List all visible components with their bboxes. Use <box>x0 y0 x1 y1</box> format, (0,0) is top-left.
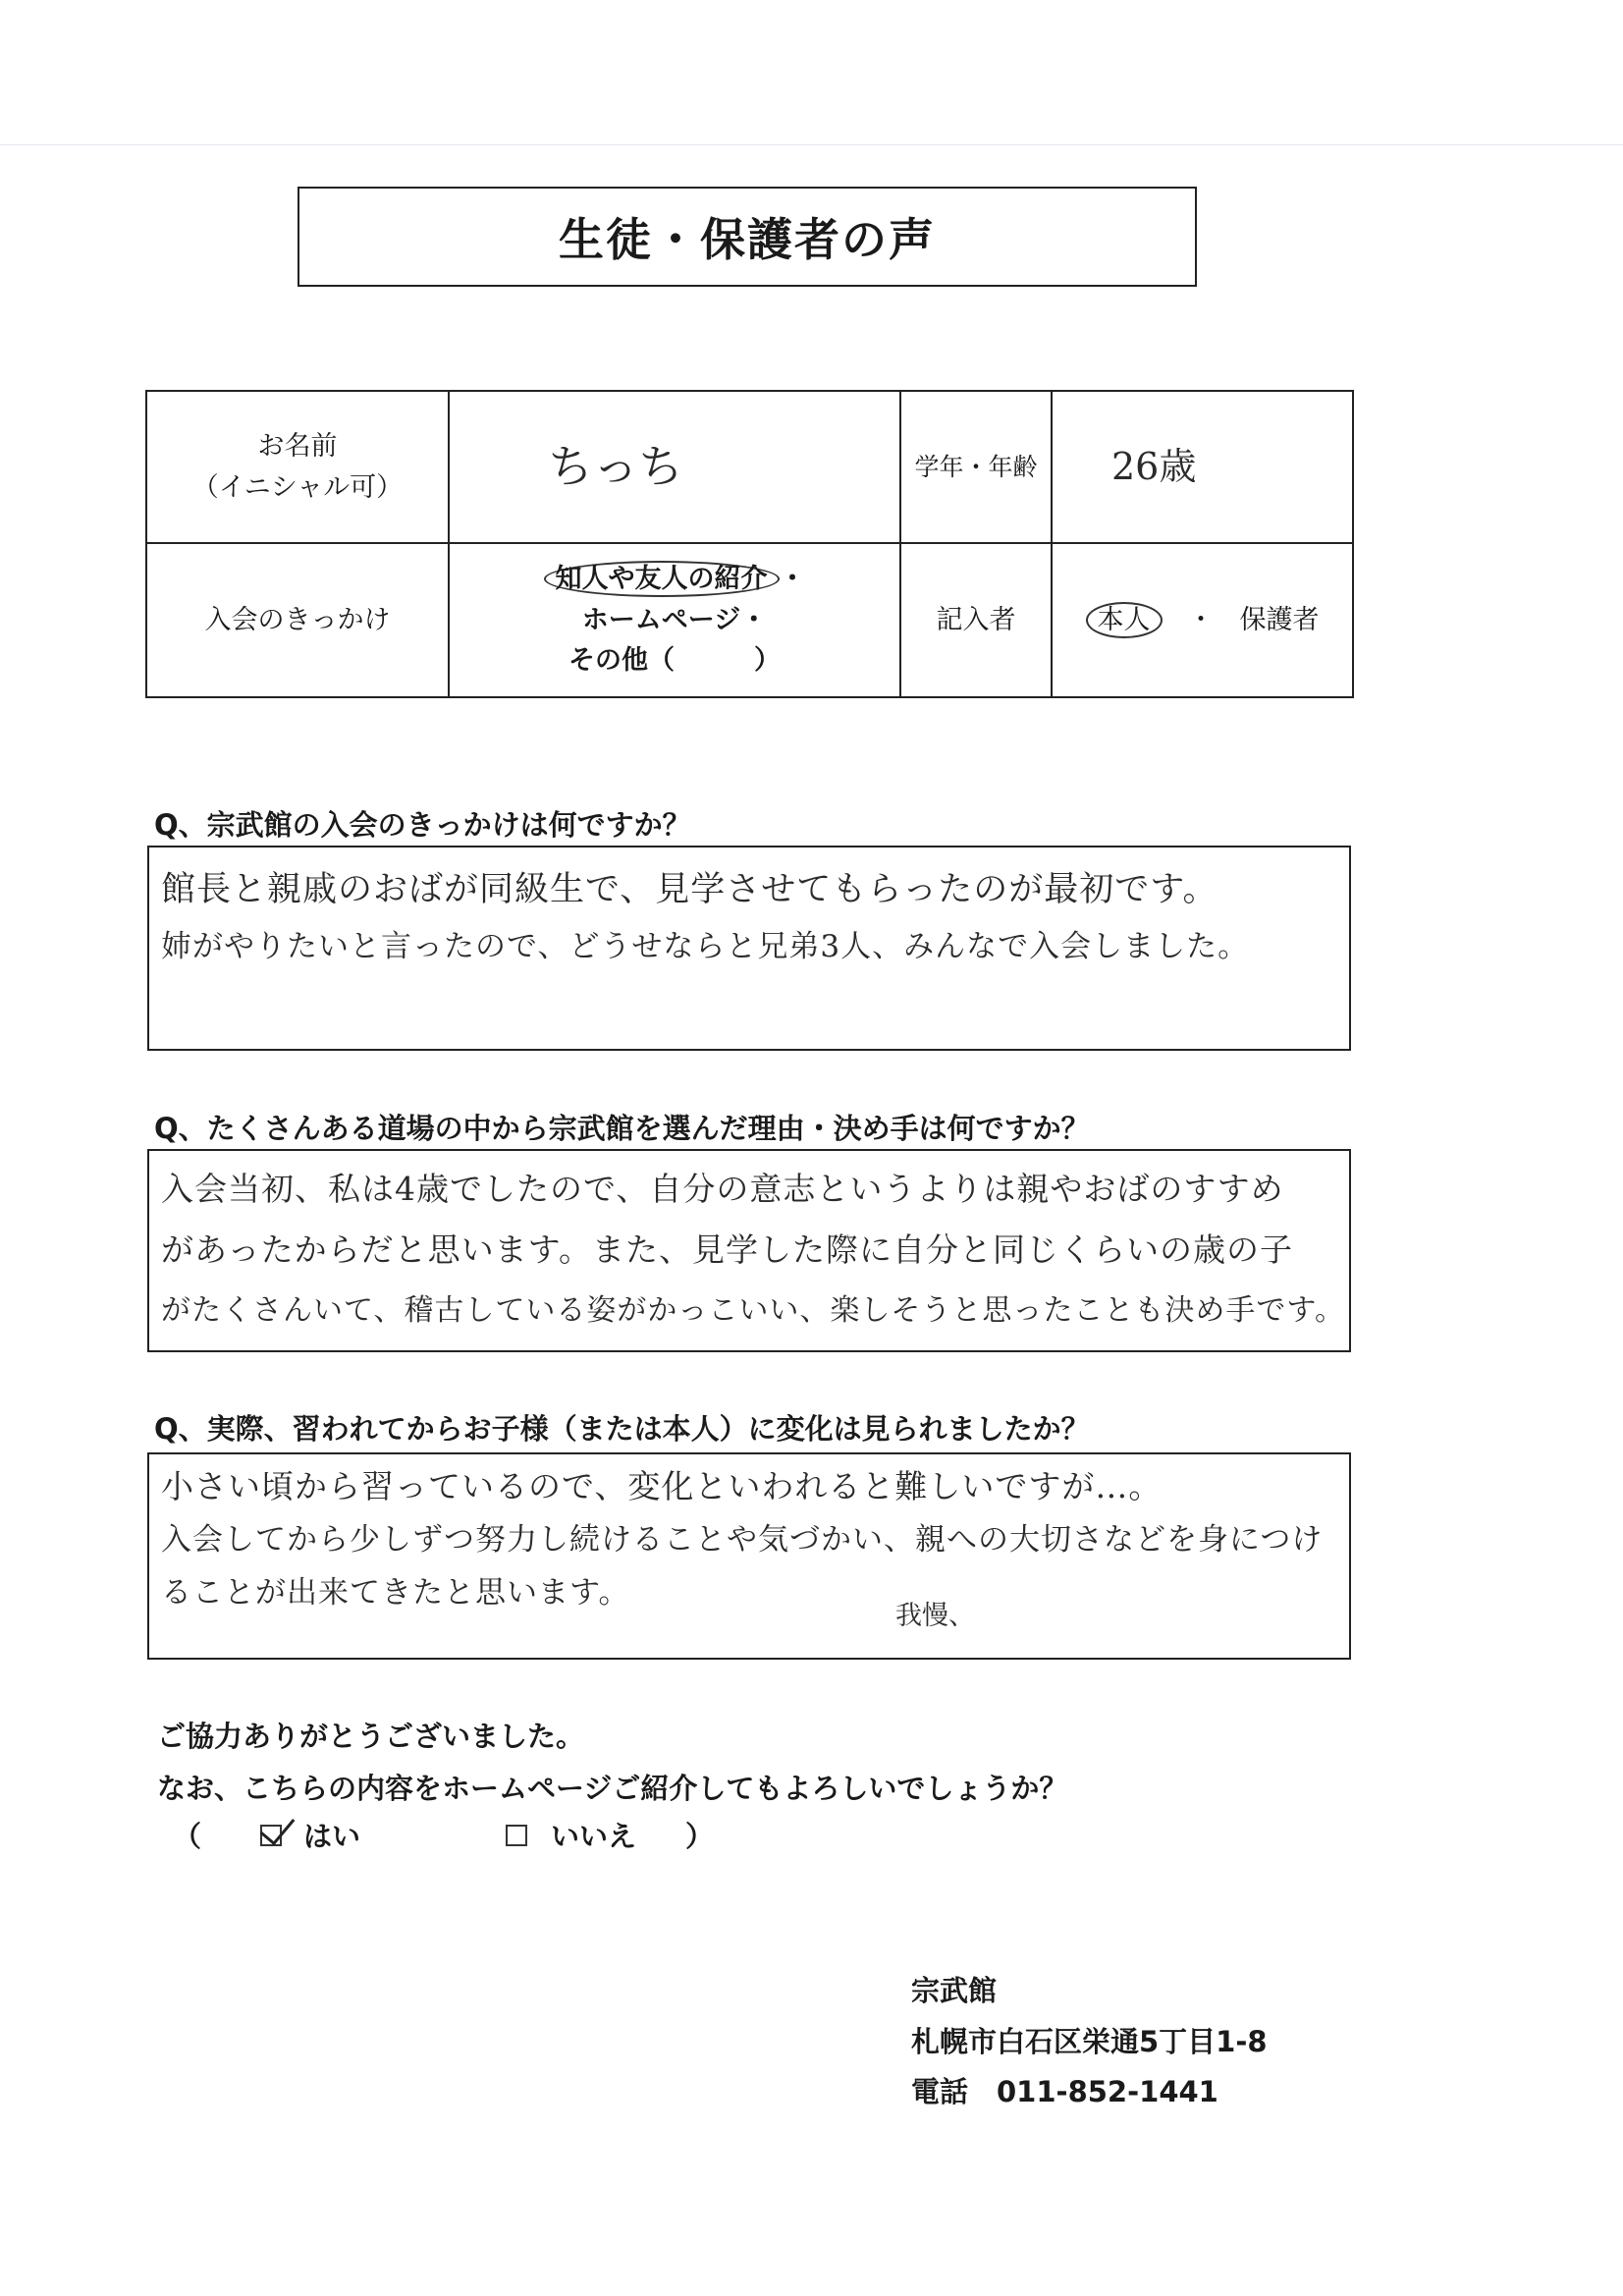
consent-close-paren: ） <box>685 1820 715 1853</box>
consent-options <box>173 1815 714 1855</box>
consent-question: なお、こちらの内容をホームページご紹介してもよろしいでしょうか？ <box>157 1772 1068 1805</box>
age-value: 26歳 <box>1111 445 1197 489</box>
consent-open-paren: （ <box>173 1820 202 1853</box>
page-title <box>298 187 1197 287</box>
q3-answer-line: 入会してから少しずつ努力し続けることや気づかい、親への大切さなどを身につけ <box>161 1522 1324 1558</box>
q2-answer-box <box>147 1149 1351 1352</box>
q3-question: Q、実際、習われてからお子様（または本人）に変化は見られましたか？ <box>154 1412 1090 1446</box>
reason-option-referral-label: 知人や友人の紹介 <box>544 561 780 597</box>
footer-address: 札幌市白石区栄通5丁目1-8 <box>911 2025 1268 2058</box>
writer-option-self: 本人 <box>1086 602 1163 638</box>
thanks-text: ご協力ありがとうございました。 <box>157 1720 585 1753</box>
consent-no-label: いいえ <box>551 1820 637 1853</box>
reason-option-other: その他（ ） <box>568 645 781 677</box>
q1-answer-box <box>147 846 1351 1051</box>
q2-answer-line: 入会当初、私は4歳でしたので、自分の意志というよりは親やおばのすすめ <box>161 1170 1284 1208</box>
q2-answer-line: があったからだと思います。また、見学した際に自分と同じくらいの歳の子 <box>161 1230 1294 1269</box>
q2-answer-line: がたくさんいて、稽古している姿がかっこいい、楽しそうと思ったことも決め手です。 <box>161 1293 1345 1328</box>
consent-no-checkbox[interactable] <box>506 1825 527 1846</box>
scan-edge-line <box>0 144 1623 145</box>
q2-question: Q、たくさんある道場の中から宗武館を選んだ理由・決め手は何ですか？ <box>154 1112 1090 1145</box>
writer-options-cell <box>1052 543 1353 697</box>
reason-option-homepage: ホームページ・ <box>581 604 768 635</box>
reason-options-cell <box>449 543 900 697</box>
q3-answer-line: 小さい頃から習っているので、変化といわれると難しいですが…。 <box>161 1467 1163 1505</box>
checkmark-icon <box>260 1808 296 1844</box>
consent-yes-label: はい <box>303 1820 361 1853</box>
name-label-cell <box>146 391 449 543</box>
name-value-cell <box>449 391 900 543</box>
q1-answer-line: 館長と親戚のおばが同級生で、見学させてもらったのが最初です。 <box>161 870 1218 909</box>
reason-label: 入会のきっかけ <box>204 604 391 635</box>
writer-label: 記入者 <box>936 604 1016 635</box>
reason-label-cell <box>146 543 449 697</box>
page-title-text: 生徒・保護者の声 <box>559 213 936 266</box>
age-label-cell <box>900 391 1052 543</box>
reason-option-referral <box>450 559 899 600</box>
consent-yes-checkbox[interactable] <box>260 1825 282 1846</box>
writer-option-separator: ・ <box>1187 604 1215 635</box>
reason-option-separator: ・ <box>779 563 806 594</box>
q3-insert-note: 我慢、 <box>895 1601 975 1631</box>
footer-phone: 電話 011-852-1441 <box>911 2075 1218 2108</box>
footer-org: 宗武館 <box>911 1974 998 2007</box>
age-value-cell <box>1052 391 1353 543</box>
info-table <box>145 390 1354 698</box>
q1-question: Q、宗武館の入会のきっかけは何ですか？ <box>154 808 691 842</box>
name-value: ちっち <box>548 439 683 493</box>
writer-option-guardian: 保護者 <box>1239 604 1320 635</box>
q3-answer-line: ることが出来てきたと思います。 <box>161 1575 630 1611</box>
name-label: お名前 <box>257 430 338 462</box>
name-sublabel: （イニシャル可） <box>191 471 404 503</box>
q1-answer-line: 姉がやりたいと言ったので、どうせならと兄弟3人、みんなで入会しました。 <box>161 929 1250 964</box>
writer-label-cell <box>900 543 1052 697</box>
age-label: 学年・年齢 <box>914 452 1038 481</box>
q3-answer-box <box>147 1452 1351 1660</box>
